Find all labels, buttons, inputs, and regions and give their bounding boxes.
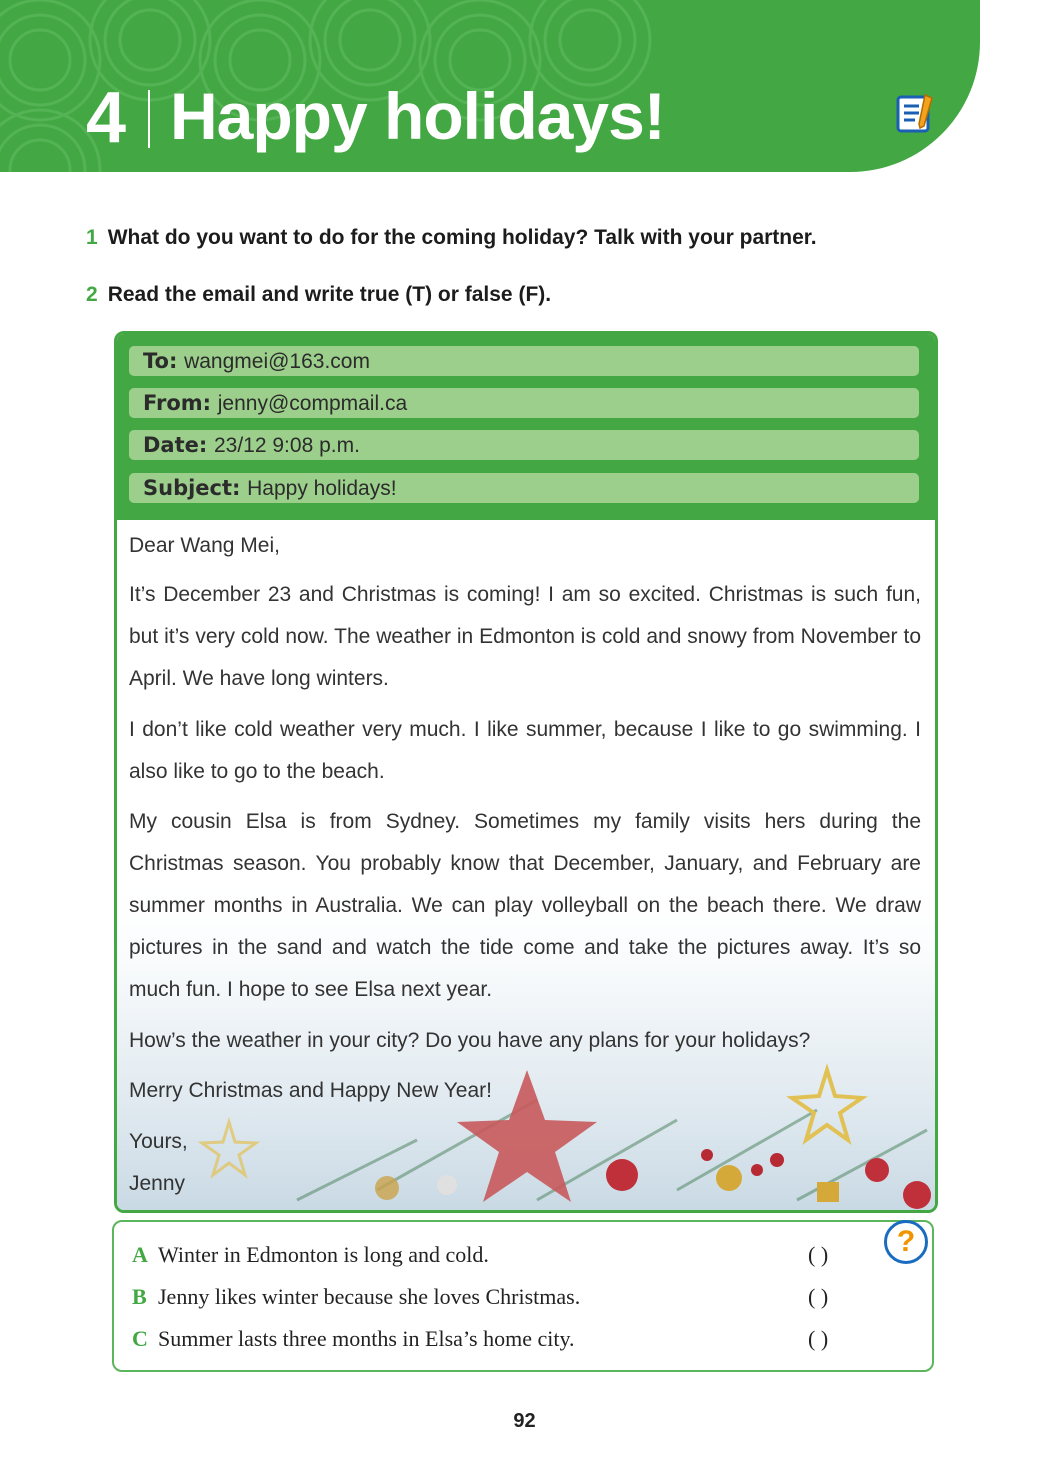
question-text: What do you want to do for the coming holiday? Talk with your partner. — [107, 226, 817, 249]
answer-blank-a[interactable]: ( ) — [808, 1242, 829, 1267]
email-paragraph-4: How’s the weather in your city? Do you have any plans for your holidays? — [129, 1029, 811, 1052]
statement-c — [132, 1326, 575, 1352]
subject-label: Subject: — [143, 476, 241, 500]
subject-value: Happy holidays! — [247, 477, 397, 500]
date-value: 23/12 9:08 p.m. — [213, 434, 360, 457]
email-greeting: Dear Wang Mei, — [129, 534, 280, 557]
email-to-field — [129, 346, 919, 376]
answer-blank-b[interactable]: ( ) — [808, 1284, 829, 1309]
unit-number: 4 — [86, 78, 127, 158]
email-paragraph-2: I don’t like cold weather very much. I like summer, because I like to go swimming. I also like to go to the beach. — [129, 718, 921, 783]
to-value: wangmei@163.com — [184, 350, 370, 373]
statement-text: Jenny likes winter because she loves Christmas. — [158, 1284, 581, 1309]
question-2 — [86, 283, 551, 307]
statement-letter: A — [132, 1242, 148, 1267]
statement-text: Summer lasts three months in Elsa’s home city. — [158, 1326, 575, 1351]
unit-banner — [0, 0, 980, 172]
email-closing: Yours, — [129, 1130, 188, 1153]
answer-blank-c[interactable]: ( ) — [808, 1326, 829, 1351]
statement-b — [132, 1284, 580, 1310]
email-paragraph-1: It’s December 23 and Christmas is coming! I am so excited. Christmas is such fun, but it’s very cold now. The weather in Edmonton is cold and snowy from November to April. We have long winters. — [129, 583, 921, 690]
statement-text: Winter in Edmonton is long and cold. — [158, 1242, 489, 1267]
email-signature: Jenny — [129, 1172, 186, 1195]
from-label: From: — [143, 391, 212, 415]
email-subject-field — [129, 473, 919, 503]
question-1 — [86, 226, 817, 250]
email-header — [117, 334, 935, 520]
to-label: To: — [143, 349, 178, 373]
question-text: Read the email and write true (T) or false (F). — [107, 283, 552, 306]
email-paragraph-3: My cousin Elsa is from Sydney. Sometimes my family visits hers during the Christmas season. You probably know that December, January, and February are summer months in Australia. We can play volleyball on the beach there. We draw pictures in the sand and watch the tide come and take the pictures away. It’s so much fun. I hope to see Elsa next year. — [129, 810, 921, 1001]
question-number: 2 — [86, 283, 98, 306]
true-false-box — [112, 1220, 934, 1372]
question-number: 1 — [86, 226, 98, 249]
page-title: Happy holidays! — [170, 79, 665, 153]
question-mark-icon: ? — [884, 1220, 928, 1264]
email-paragraph-5: Merry Christmas and Happy New Year! — [129, 1079, 492, 1102]
page-number: 92 — [513, 1410, 536, 1432]
statement-letter: C — [132, 1326, 148, 1351]
statement-letter: B — [132, 1284, 147, 1309]
date-label: Date: — [143, 433, 208, 457]
statement-a — [132, 1242, 489, 1268]
email-date-field — [129, 430, 919, 460]
from-value: jenny@compmail.ca — [217, 392, 408, 415]
notebook-pencil-icon — [895, 92, 937, 136]
title-divider — [148, 90, 150, 148]
email-from-field — [129, 388, 919, 418]
email-card — [114, 331, 938, 1213]
